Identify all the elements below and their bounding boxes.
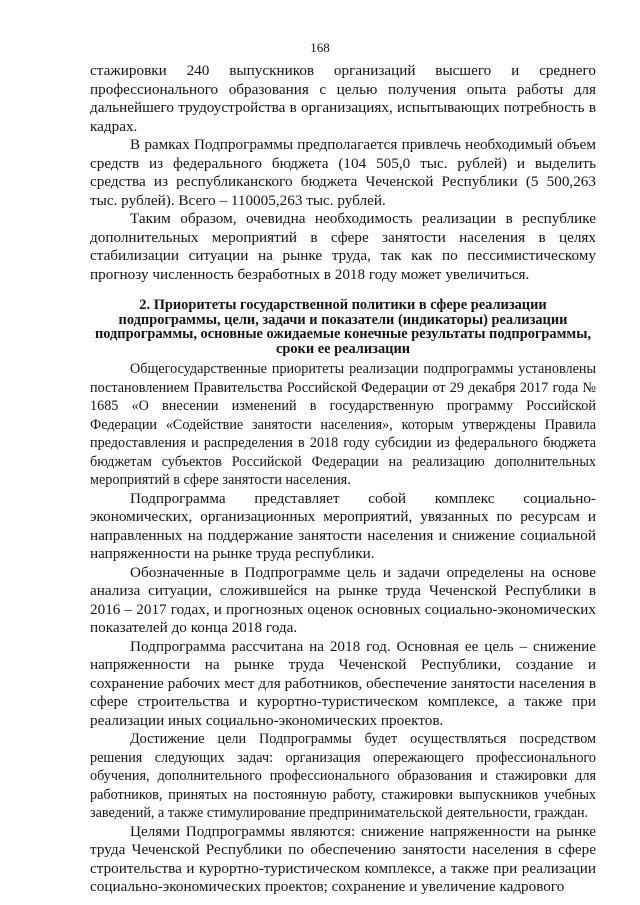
paragraph-objectives: Целями Подпрограммы являются: снижение напряженности на рынке труда Чеченской Республики по обеспечению занятости населения в сфере строительства и курортно-туристическом комплексе, а также при реализации социально-экономических проектов; сохранение и увеличение кадрового	[90, 822, 596, 896]
paragraph-main-goal: Подпрограмма рассчитана на 2018 год. Основная ее цель – снижение напряженности на рынке труда Чеченской Республики, создание и сохранение рабочих мест для работников, обеспечение занятости населения в сфере строительства и курортно-туристическом комплексе, а также при реализации иных социально-экономических проектов.	[90, 637, 596, 729]
paragraph-conclusion: Таким образом, очевидна необходимость реализации в республике дополнительных мероприятий в сфере занятости населения в целях стабилизации ситуации на рынке труда, так как по пессимистическому прогнозу численность безработных в 2018 году может увеличиться.	[90, 210, 596, 283]
paragraph-continued: стажировки 240 выпускников организаций высшего и среднего профессионального образования с целью получения опыта работы для дальнейшего трудоустройства в организациях, испытывающих потребность в кадрах.	[90, 62, 596, 135]
section-heading: 2. Приоритеты государственной политики в сфере реализации подпрограммы, цели, задачи и показатели (индикаторы) реализации подпрограммы, основные ожидаемые конечные результаты подпрограммы, сроки ее реализации	[94, 297, 592, 357]
page-content	[90, 62, 596, 897]
paragraph-funding: В рамках Подпрограммы предполагается привлечь необходимый объем средств из федерального бюджета (104 505,0 тыс. рублей) и выделить средства из республиканского бюджета Чеченской Республики (5 500,263 тыс. рублей). Всего – 110005,263 тыс. рублей.	[90, 136, 596, 209]
paragraph-goals-basis: Обозначенные в Подпрограмме цель и задачи определены на основе анализа ситуации, сложившейся на рынке труда Чеченской Республики в 2016 – 2017 годах, и прогнозных оценок основных социально-экономических показателей до конца 2018 года.	[90, 563, 596, 637]
page-number: 168	[310, 40, 330, 55]
paragraph-tasks: Достижение цели Подпрограммы будет осуществляться посредством решения следующих задач: организация опережающего профессионального обучения, дополнительного профессионального образования и стажировки для работников, принятых на постоянную работу, стажировки выпускников учебных заведений, а также стимулирование предпринимательской деятельности, граждан.	[90, 731, 596, 822]
paragraph-complex: Подпрограмма представляет собой комплекс социально-экономических, организационных мероприятий, увязанных по ресурсам и направленных на поддержание занятости населения и снижение социальной напряженности на рынке труда республики.	[90, 489, 596, 563]
paragraph-priorities: Общегосударственные приоритеты реализации подпрограммы установлены постановлением Правительства Российской Федерации от 29 декабря 2017 года № 1685 «О внесении изменений в государственную программу Российской Федерации «Содействие занятости населения», которым утверждены Правила предоставления и распределения в 2018 году субсидии из федерального бюджета бюджетам субъектов Российской Федерации на реализацию дополнительных мероприятий в сфере занятости населения.	[90, 361, 596, 489]
